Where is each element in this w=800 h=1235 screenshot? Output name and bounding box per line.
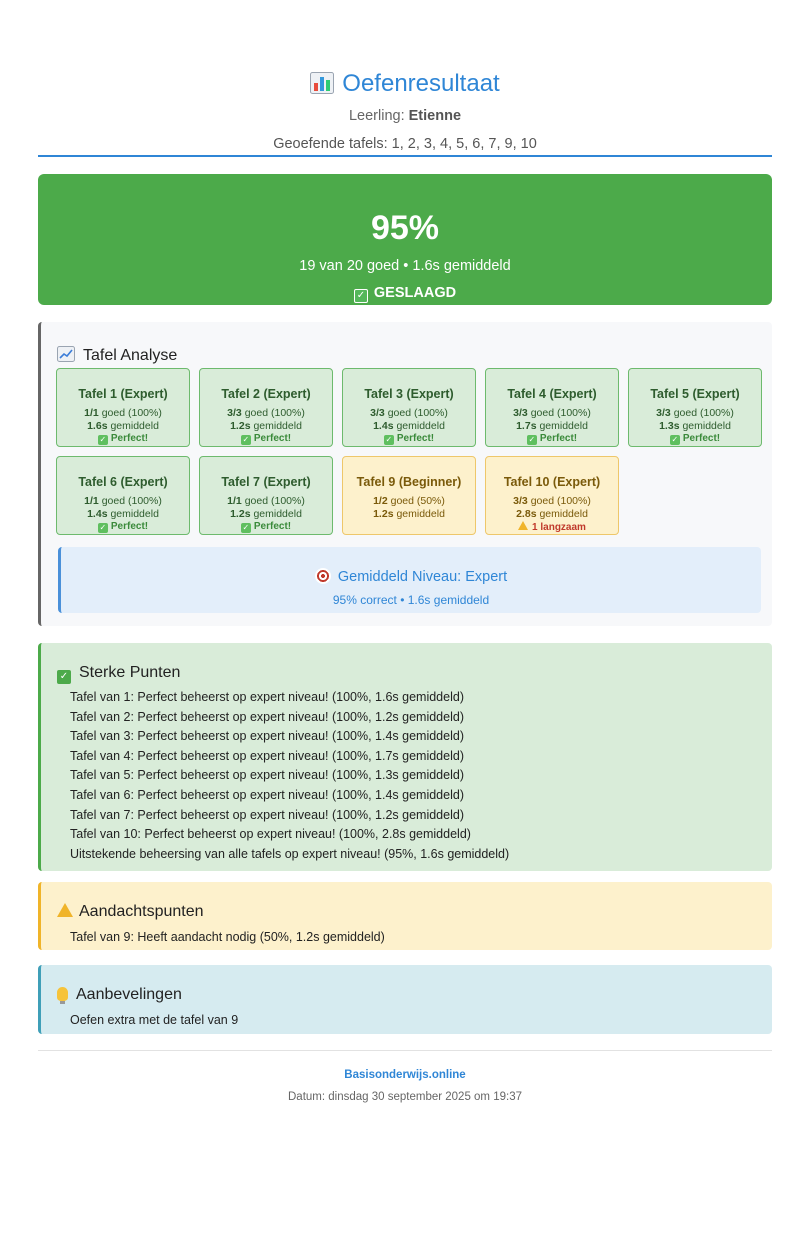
target-icon bbox=[315, 568, 331, 584]
score-summary: 19 van 20 goed • 1.6s gemiddeld bbox=[299, 258, 511, 274]
card-time-value: 2.8s bbox=[516, 508, 537, 520]
list-item: Tafel van 10: Perfect beheerst op expert niveau! (100%, 2.8s gemiddeld) bbox=[70, 827, 471, 842]
check-icon: ✓ bbox=[99, 523, 107, 532]
card-correct-text: goed (100%) bbox=[673, 407, 734, 419]
card-time-text: gemiddeld bbox=[110, 420, 159, 432]
student-line bbox=[38, 106, 772, 126]
warning-icon bbox=[57, 903, 73, 917]
table-card bbox=[485, 456, 619, 535]
card-correct-count: 3/3 bbox=[656, 407, 671, 419]
card-correct-count: 1/1 bbox=[227, 495, 242, 507]
average-level-text: Gemiddeld Niveau: Expert bbox=[337, 569, 508, 585]
student-name: Etienne bbox=[408, 108, 462, 124]
strengths-list bbox=[70, 688, 509, 864]
list-item: Tafel van 1: Perfect beheerst op expert niveau! (100%, 1.6s gemiddeld) bbox=[70, 690, 464, 704]
card-note-text: Perfect! bbox=[682, 433, 721, 444]
check-icon: ✓ bbox=[528, 435, 536, 444]
footer bbox=[38, 1068, 772, 1105]
card-time-value: 1.2s bbox=[230, 508, 251, 520]
card-time bbox=[343, 508, 475, 521]
check-icon: ✓ bbox=[354, 289, 368, 303]
pass-status bbox=[38, 284, 772, 303]
card-time-value: 1.7s bbox=[516, 420, 537, 432]
recommendations-list bbox=[70, 1011, 238, 1031]
table-analysis-section bbox=[38, 322, 772, 626]
card-correct-count: 3/3 bbox=[513, 407, 528, 419]
check-icon: ✓ bbox=[242, 523, 250, 532]
strengths-title-text: Sterke Punten bbox=[79, 664, 181, 681]
card-correct bbox=[343, 495, 475, 508]
strengths-title bbox=[57, 663, 180, 684]
card-time-text: gemiddeld bbox=[253, 420, 302, 432]
card-time-value: 1.4s bbox=[87, 508, 108, 520]
card-note bbox=[629, 433, 761, 445]
average-level-panel bbox=[58, 547, 761, 613]
report-header bbox=[38, 64, 772, 154]
card-time-text: gemiddeld bbox=[682, 420, 731, 432]
analysis-title bbox=[57, 346, 177, 366]
check-icon: ✓ bbox=[99, 435, 107, 444]
card-time bbox=[57, 508, 189, 521]
card-correct-count: 3/3 bbox=[370, 407, 385, 419]
attention-title-text: Aandachtspunten bbox=[79, 903, 204, 920]
card-correct-text: goed (100%) bbox=[101, 495, 162, 507]
table-card bbox=[628, 368, 762, 447]
card-correct-text: goed (50%) bbox=[390, 495, 445, 507]
card-title: Tafel 2 (Expert) bbox=[221, 387, 311, 401]
card-time bbox=[200, 420, 332, 433]
table-card bbox=[342, 368, 476, 447]
card-correct bbox=[343, 407, 475, 420]
average-level bbox=[61, 568, 761, 586]
list-item: Oefen extra met de tafel van 9 bbox=[70, 1013, 239, 1027]
card-correct bbox=[486, 495, 618, 508]
list-item: Tafel van 7: Perfect beheerst op expert niveau! (100%, 1.2s gemiddeld) bbox=[70, 807, 464, 822]
card-title: Tafel 10 (Expert) bbox=[503, 475, 601, 489]
card-time-text: gemiddeld bbox=[253, 508, 302, 520]
card-time-text: gemiddeld bbox=[396, 420, 445, 432]
table-card bbox=[485, 368, 619, 447]
title-text: Oefenresultaat bbox=[342, 70, 500, 97]
list-item: Tafel van 5: Perfect beheerst op expert niveau! (100%, 1.3s gemiddeld) bbox=[70, 768, 464, 783]
table-card bbox=[199, 368, 333, 447]
recommendations-section bbox=[38, 965, 772, 1034]
analysis-title-text: Tafel Analyse bbox=[83, 347, 178, 364]
card-time-text: gemiddeld bbox=[539, 508, 588, 520]
card-correct-text: goed (100%) bbox=[101, 407, 162, 419]
card-correct bbox=[629, 407, 761, 420]
card-correct bbox=[57, 495, 189, 508]
card-title: Tafel 3 (Expert) bbox=[364, 387, 454, 401]
card-note-text: Perfect! bbox=[253, 521, 292, 532]
card-title: Tafel 5 (Expert) bbox=[650, 387, 740, 401]
card-correct-text: goed (100%) bbox=[387, 407, 448, 419]
card-correct bbox=[486, 407, 618, 420]
card-correct-text: goed (100%) bbox=[530, 495, 591, 507]
list-item: Tafel van 4: Perfect beheerst op expert niveau! (100%, 1.7s gemiddeld) bbox=[70, 748, 464, 763]
list-item: Uitstekende beheersing van alle tafels op expert niveau! (95%, 1.6s gemiddeld) bbox=[70, 846, 510, 861]
check-icon: ✓ bbox=[242, 435, 250, 444]
card-time-value: 1.4s bbox=[373, 420, 394, 432]
card-time-text: gemiddeld bbox=[539, 420, 588, 432]
card-note bbox=[57, 433, 189, 445]
trend-chart-icon bbox=[57, 346, 75, 362]
card-time-text: gemiddeld bbox=[110, 508, 159, 520]
score-percent: 95% bbox=[370, 209, 440, 247]
card-correct-count: 1/1 bbox=[84, 407, 99, 419]
card-time bbox=[486, 508, 618, 521]
table-card bbox=[56, 456, 190, 535]
card-time-value: 1.2s bbox=[373, 508, 394, 520]
card-correct-count: 3/3 bbox=[227, 407, 242, 419]
card-title: Tafel 4 (Expert) bbox=[507, 387, 597, 401]
card-note-text: Perfect! bbox=[253, 433, 292, 444]
report-date: Datum: dinsdag 30 september 2025 om 19:37 bbox=[288, 1091, 522, 1103]
card-correct bbox=[200, 495, 332, 508]
card-title: Tafel 1 (Expert) bbox=[78, 387, 168, 401]
page-title bbox=[38, 64, 772, 104]
table-card bbox=[199, 456, 333, 535]
check-icon: ✓ bbox=[385, 435, 393, 444]
student-label: Leerling: bbox=[348, 108, 405, 124]
site-name: Basisonderwijs.online bbox=[344, 1069, 466, 1081]
card-correct-text: goed (100%) bbox=[244, 407, 305, 419]
card-note bbox=[200, 433, 332, 445]
card-time-text: gemiddeld bbox=[396, 508, 445, 520]
footer-divider bbox=[38, 1050, 772, 1051]
recommendations-title-text: Aanbevelingen bbox=[76, 986, 182, 1003]
attention-section bbox=[38, 882, 772, 950]
card-title: Tafel 7 (Expert) bbox=[221, 475, 311, 489]
card-note bbox=[486, 433, 618, 445]
practiced-tables: Geoefende tafels: 1, 2, 3, 4, 5, 6, 7, 9, 10 bbox=[273, 136, 537, 152]
card-time bbox=[343, 420, 475, 433]
check-icon: ✓ bbox=[57, 670, 71, 684]
card-title: Tafel 6 (Expert) bbox=[78, 475, 168, 489]
card-correct-text: goed (100%) bbox=[244, 495, 305, 507]
list-item: Tafel van 3: Perfect beheerst op expert niveau! (100%, 1.4s gemiddeld) bbox=[70, 729, 464, 744]
table-card bbox=[56, 368, 190, 447]
card-note bbox=[486, 521, 618, 534]
card-note-text: Perfect! bbox=[110, 433, 149, 444]
card-correct bbox=[200, 407, 332, 420]
card-time bbox=[200, 508, 332, 521]
table-card bbox=[342, 456, 476, 535]
bar-chart-icon bbox=[310, 72, 334, 94]
card-note-text: Perfect! bbox=[110, 521, 149, 532]
card-correct bbox=[57, 407, 189, 420]
card-note bbox=[343, 433, 475, 445]
card-note bbox=[57, 521, 189, 533]
check-icon: ✓ bbox=[671, 435, 679, 444]
card-title: Tafel 9 (Beginner) bbox=[356, 475, 462, 489]
card-time bbox=[57, 420, 189, 433]
card-correct-count: 3/3 bbox=[513, 495, 528, 507]
strengths-section bbox=[38, 643, 772, 871]
list-item: Tafel van 9: Heeft aandacht nodig (50%, 1.2s gemiddeld) bbox=[70, 930, 385, 944]
list-item: Tafel van 2: Perfect beheerst op expert niveau! (100%, 1.2s gemiddeld) bbox=[70, 709, 464, 724]
card-correct-count: 1/2 bbox=[373, 495, 388, 507]
card-time-value: 1.2s bbox=[230, 420, 251, 432]
list-item: Tafel van 6: Perfect beheerst op expert niveau! (100%, 1.4s gemiddeld) bbox=[70, 787, 464, 802]
warning-icon bbox=[518, 521, 528, 530]
pass-status-text: GESLAAGD bbox=[373, 285, 457, 301]
card-note-text: Perfect! bbox=[396, 433, 435, 444]
header-divider bbox=[38, 155, 772, 157]
card-time bbox=[486, 420, 618, 433]
card-correct-count: 1/1 bbox=[84, 495, 99, 507]
average-summary: 95% correct • 1.6s gemiddeld bbox=[332, 593, 490, 607]
score-panel bbox=[38, 174, 772, 305]
card-note bbox=[200, 521, 332, 533]
card-time-value: 1.6s bbox=[87, 420, 108, 432]
card-time bbox=[629, 420, 761, 433]
card-note-text: Perfect! bbox=[539, 433, 578, 444]
attention-title bbox=[57, 902, 204, 922]
card-correct-text: goed (100%) bbox=[530, 407, 591, 419]
card-note-text: 1 langzaam bbox=[532, 522, 586, 533]
attention-list bbox=[70, 928, 385, 948]
recommendations-title bbox=[57, 985, 182, 1005]
lightbulb-icon bbox=[57, 987, 68, 1001]
card-time-value: 1.3s bbox=[659, 420, 680, 432]
